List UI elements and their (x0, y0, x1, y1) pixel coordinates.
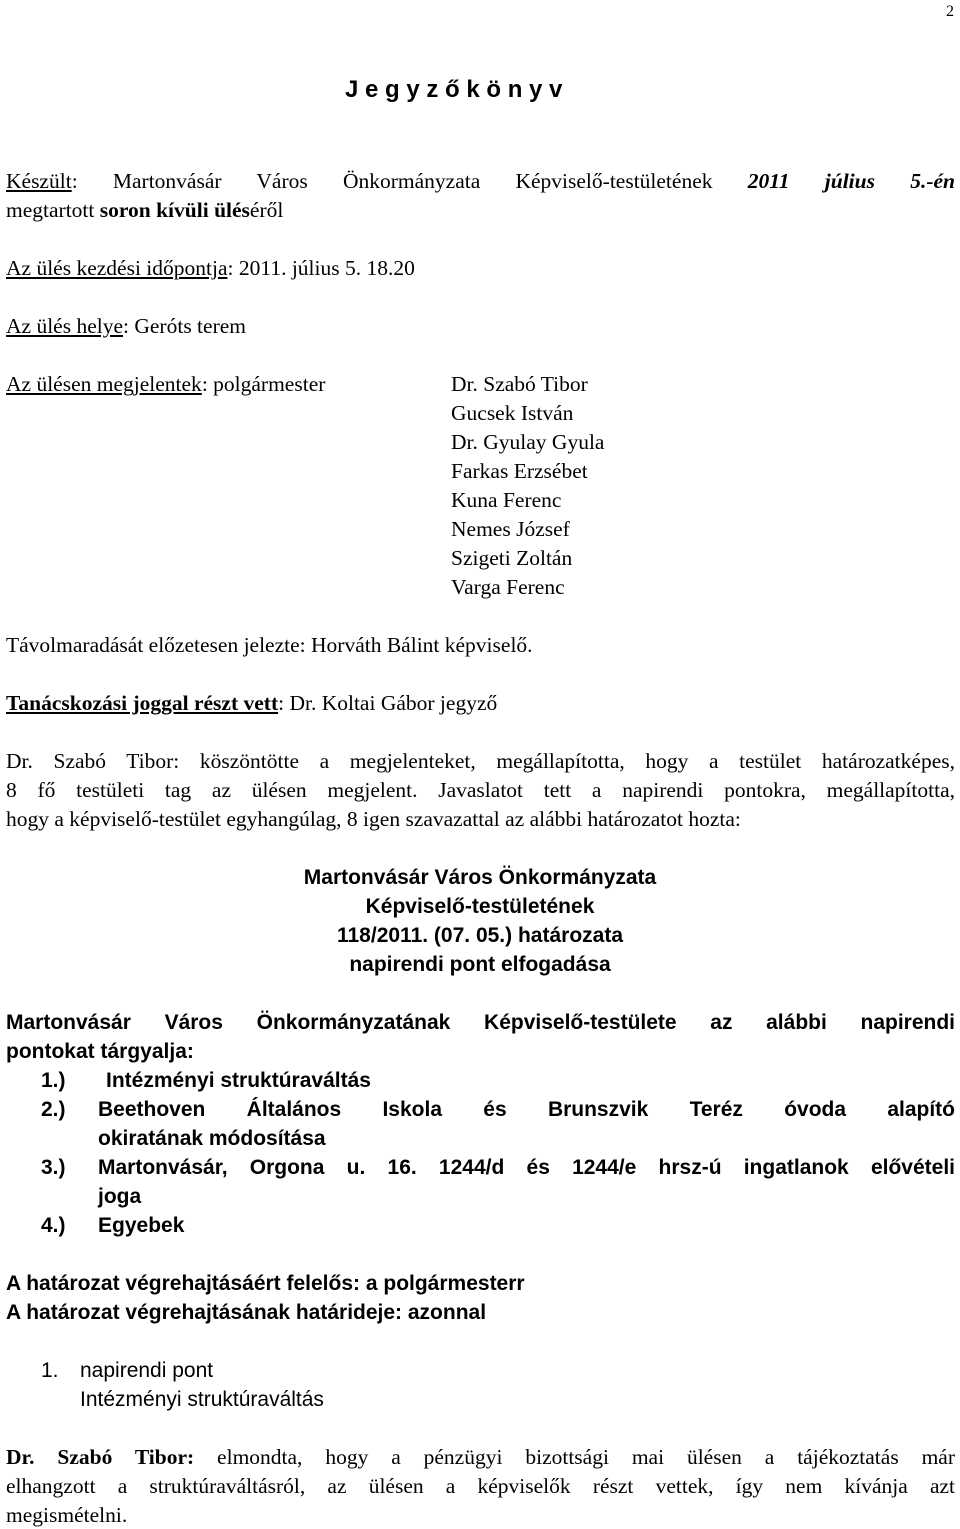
absence-note: Távolmaradását előzetesen jelezte: Horváth Bálint képviselő. (6, 633, 533, 657)
closing-line-3: megismételni. (6, 1503, 128, 1527)
location-label: Az ülés helye (6, 314, 124, 338)
agenda-item-number: 2.) (41, 1098, 66, 1121)
attendees-line (6, 374, 325, 396)
resolution-heading-4: napirendi pont elfogadása (349, 953, 611, 976)
agenda-point-label: napirendi pont (80, 1359, 214, 1382)
attendee-name: Szigeti Zoltán (451, 546, 573, 570)
agenda-item-text: Martonvásár, Orgona u. 16. 1244/d és 1244/e hrsz-ú ingatlanok elővételi (98, 1156, 955, 1179)
location-line (6, 316, 246, 338)
attendees-label: Az ülésen megjelentek (6, 372, 202, 396)
start-time-line (6, 258, 415, 280)
responsible-line: A határozat végrehajtásáért felelős: a polgármesterr (6, 1272, 525, 1295)
attendee-name: Dr. Szabó Tibor (451, 372, 588, 396)
deadline-line: A határozat végrehajtásának határideje: azonnal (6, 1301, 487, 1324)
agenda-item-text: Intézményi struktúraváltás (106, 1069, 371, 1092)
attendee-name: Farkas Erzsébet (451, 459, 588, 483)
intro-line-3: hogy a képviselő-testület egyhangúlag, 8 igen szavazattal az alábbi határozatot hozta: (6, 807, 741, 831)
page-number: 2 (946, 3, 954, 20)
resolution-heading-3: 118/2011. (07. 05.) határozata (336, 924, 623, 947)
advisory-value: : Dr. Koltai Gábor jegyző (278, 691, 498, 715)
closing-line-2: elhangzott a struktúraváltásról, az ülésen a képviselők részt vettek, így nem kívánja azt (6, 1474, 955, 1498)
keszult-label: Készült (6, 169, 72, 193)
attendee-name: Gucsek István (451, 401, 574, 425)
keszult-line-1 (6, 171, 955, 193)
attendee-name: Varga Ferenc (451, 575, 565, 599)
intro-line-2: 8 fő testületi tag az ülésen megjelent. Javaslatot tett a napirendi pontokra, megállapította, (6, 778, 955, 802)
start-time-value: : 2011. július 5. 18.20 (227, 256, 415, 280)
document-title: J e g y z ő k ö n y v (345, 76, 563, 103)
advisory-label: Tanácskozási joggal részt vett (6, 691, 279, 715)
agenda-item-text: okiratának módosítása (98, 1127, 326, 1150)
start-time-label: Az ülés kezdési időpontja (6, 256, 228, 280)
location-value: : Geróts terem (123, 314, 247, 338)
agenda-item-text: Beethoven Általános Iskola és Brunszvik Teréz óvoda alapító (98, 1098, 955, 1121)
meeting-date: 2011 július 5.-én (747, 169, 955, 193)
agenda-item-number: 3.) (41, 1156, 66, 1179)
resolution-body-line-2: pontokat tárgyalja: (6, 1040, 194, 1063)
agenda-point-number: 1. (41, 1359, 59, 1382)
agenda-item-number: 4.) (41, 1214, 66, 1237)
closing-speaker: Dr. Szabó Tibor: (6, 1445, 195, 1469)
agenda-item-text: Egyebek (98, 1214, 185, 1237)
intro-line-1: Dr. Szabó Tibor: köszöntötte a megjelenteket, megállapította, hogy a testület határozatképes, (6, 749, 955, 773)
attendee-name: Nemes József (451, 517, 570, 541)
keszult-text: : Martonvásár Város Önkormányzata Képviselő-testületének (71, 169, 713, 193)
agenda-item-text: joga (98, 1185, 142, 1208)
resolution-body-line-1: Martonvásár Város Önkormányzatának Képviselő-testülete az alábbi napirendi (6, 1011, 955, 1034)
advisory-line (6, 693, 497, 715)
meeting-type: soron kívüli (99, 198, 209, 222)
attendee-name: Kuna Ferenc (451, 488, 562, 512)
resolution-heading-2: Képviselő-testületének (365, 895, 595, 918)
keszult-line-2: megtartott soron kívüli üléséről (6, 198, 284, 222)
attendee-name: Dr. Gyulay Gyula (451, 430, 605, 454)
agenda-point-title: Intézményi struktúraváltás (80, 1388, 324, 1411)
attendees-role: : polgármester (201, 372, 326, 396)
resolution-heading-1: Martonvásár Város Önkormányzata (303, 866, 657, 889)
closing-line-1: Dr. Szabó Tibor: elmondta, hogy a pénzügyi bizottsági mai ülésen a tájékoztatás már (6, 1445, 955, 1469)
agenda-item-number: 1.) (41, 1069, 66, 1092)
